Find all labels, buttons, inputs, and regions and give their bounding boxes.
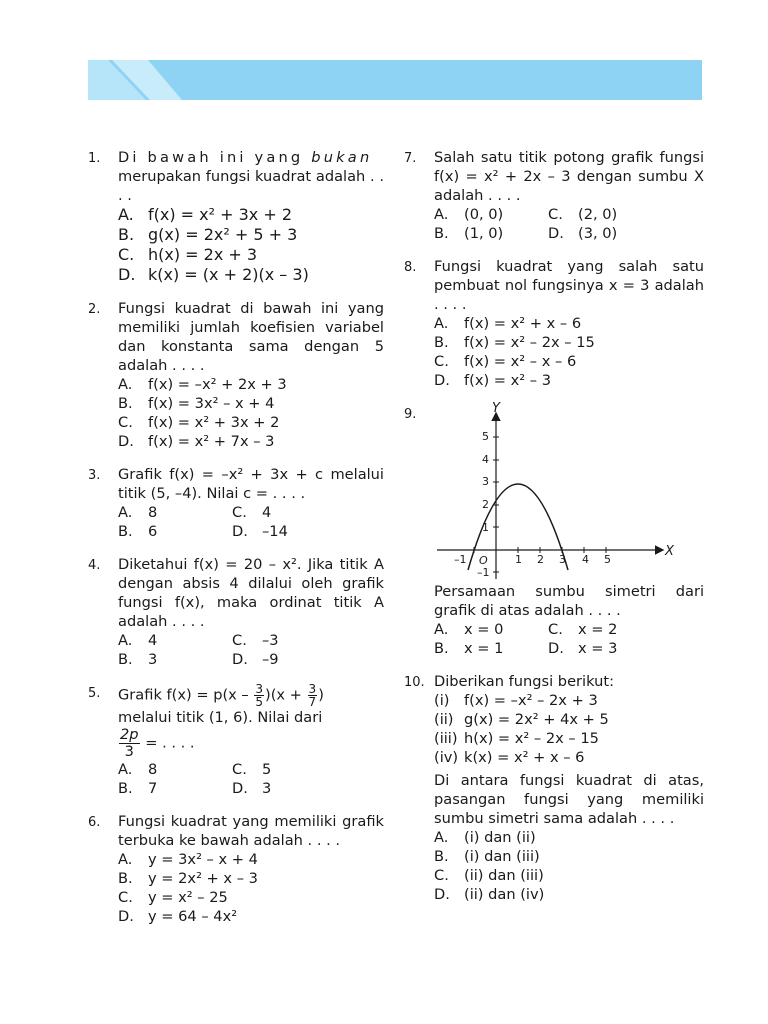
fraction: $\frac{2p}{3}$ (120, 726, 139, 760)
option-d[interactable]: D. f(x) = x² + 7x – 3 (118, 433, 275, 450)
option-b[interactable]: B. (1, 0) (434, 225, 504, 242)
option-d[interactable]: D. f(x) = x² – 3 (434, 372, 552, 389)
option-a[interactable]: A. 8 (118, 761, 158, 778)
y-tick-label: 3 (482, 475, 489, 488)
option-c[interactable]: C. 5 (232, 761, 272, 778)
question-stem: Di bawah ini yang bukan (118, 149, 373, 166)
option-c[interactable]: C. f(x) = x² + 3x + 2 (118, 414, 280, 431)
option-d[interactable]: D. –14 (232, 523, 288, 540)
question-number: 7. (404, 151, 417, 166)
question-stem-cont: Di antara fungsi kuadrat di atas, pasangan fungsi yang memiliki sumbu simetri sama adalah . . . . (434, 772, 704, 827)
option-a[interactable]: A. 4 (118, 632, 158, 649)
question-4 (88, 555, 384, 669)
option-a[interactable]: A. 8 (118, 504, 158, 521)
question-5 (88, 683, 384, 798)
option-a[interactable]: A. f(x) = x² + 3x + 2 (118, 205, 293, 224)
question-stem: Grafik f(x) = p(x – $\frac{3}{5}$ )(x + $\frac{3}{7}$ ) (118, 682, 324, 709)
parabola-graph (432, 401, 674, 582)
question-number: 10. (404, 675, 425, 690)
question-2 (88, 299, 384, 451)
question-stem: Persamaan sumbu simetri dari grafik di atas adalah . . . . (434, 583, 704, 619)
option-c[interactable]: C. x = 2 (548, 621, 618, 638)
y-axis-label: Y (492, 401, 500, 416)
option-a[interactable]: A. f(x) = –x² + 2x + 3 (118, 376, 287, 393)
y-tick-label: –1 (477, 566, 490, 579)
question-number: 9. (404, 407, 417, 422)
y-tick-label: 2 (482, 498, 489, 511)
function-item: (i) f(x) = –x² – 2x + 3 (434, 692, 598, 709)
header-banner (88, 60, 702, 100)
question-stem: Fungsi kuadrat yang salah satu pembuat nol fungsinya x = 3 adalah . . . . (434, 258, 704, 313)
option-b[interactable]: B. f(x) = x² – 2x – 15 (434, 334, 595, 351)
option-c[interactable]: C. h(x) = 2x + 3 (118, 245, 258, 264)
question-8 (404, 257, 704, 390)
x-tick-label: 1 (515, 553, 522, 566)
option-a[interactable]: A. (0, 0) (434, 206, 504, 223)
y-tick-label: 1 (482, 521, 489, 534)
x-tick-label: 5 (604, 553, 611, 566)
question-stem: Diberikan fungsi berikut: (434, 673, 614, 690)
fraction: $\frac{3}{5}$ (255, 682, 264, 709)
y-tick-label: 4 (482, 453, 489, 466)
option-b[interactable]: B. 3 (118, 651, 158, 668)
function-item: (ii) g(x) = 2x² + 4x + 5 (434, 711, 609, 728)
question-stem: Fungsi kuadrat yang memiliki grafik terbuka ke bawah adalah . . . . (118, 813, 384, 849)
option-d[interactable]: D. (3, 0) (548, 225, 618, 242)
option-c[interactable]: C. f(x) = x² – x – 6 (434, 353, 577, 370)
option-d[interactable]: D. y = 64 – 4x² (118, 908, 238, 925)
question-number: 5. (88, 686, 101, 701)
option-d[interactable]: D. 3 (232, 780, 272, 797)
option-d[interactable]: D. (ii) dan (iv) (434, 886, 545, 903)
function-item: (iv) k(x) = x² + x – 6 (434, 749, 585, 766)
option-b[interactable]: B. f(x) = 3x² – x + 4 (118, 395, 275, 412)
question-3 (88, 465, 384, 541)
origin-label: O (479, 554, 488, 567)
fraction: $\frac{3}{7}$ (308, 682, 317, 709)
option-b[interactable]: B. 7 (118, 780, 158, 797)
question-stem-expr: $\frac{2p}{3}$ = . . . . (120, 726, 195, 760)
option-b[interactable]: B. 6 (118, 523, 158, 540)
question-stem-cont: melalui titik (1, 6). Nilai dari (118, 709, 323, 726)
question-number: 6. (88, 815, 101, 830)
question-stem-cont: merupakan fungsi kuadrat adalah . . . . (118, 168, 384, 204)
question-stem: Grafik f(x) = –x² + 3x + c melalui titik (5, –4). Nilai c = . . . . (118, 466, 384, 502)
question-stem: Fungsi kuadrat di bawah ini yang memiliki jumlah koefisien variabel dan konstanta sama dengan 5 adalah . . . . (118, 300, 384, 374)
option-a[interactable]: A. f(x) = x² + x – 6 (434, 315, 582, 332)
option-d[interactable]: D. x = 3 (548, 640, 618, 657)
option-c[interactable]: C. (2, 0) (548, 206, 618, 223)
option-a[interactable]: A. x = 0 (434, 621, 504, 638)
x-tick-label: –1 (454, 553, 467, 566)
x-tick-labels (454, 553, 611, 566)
option-b[interactable]: B. x = 1 (434, 640, 504, 657)
question-number: 4. (88, 558, 101, 573)
option-c[interactable]: C. 4 (232, 504, 272, 521)
left-column (88, 148, 384, 940)
option-a[interactable]: A. (i) dan (ii) (434, 829, 536, 846)
y-tick-label: 5 (482, 430, 489, 443)
question-stem: Salah satu titik potong grafik fungsi f(x) = x² + 2x – 3 dengan sumbu X adalah . . . . (434, 149, 704, 204)
option-d[interactable]: D. k(x) = (x + 2)(x – 3) (118, 265, 309, 284)
question-number: 2. (88, 302, 101, 317)
option-a[interactable]: A. y = 3x² – x + 4 (118, 851, 258, 868)
option-b[interactable]: B. (i) dan (iii) (434, 848, 540, 865)
question-7 (404, 148, 704, 243)
question-number: 8. (404, 260, 417, 275)
option-d[interactable]: D. –9 (232, 651, 279, 668)
question-6 (88, 812, 384, 926)
question-number: 1. (88, 151, 101, 166)
option-b[interactable]: B. g(x) = 2x² + 5 + 3 (118, 225, 298, 244)
right-column (404, 148, 704, 918)
x-tick-label: 3 (559, 553, 566, 566)
question-number: 3. (88, 468, 101, 483)
function-item: (iii) h(x) = x² – 2x – 15 (434, 730, 599, 747)
option-b[interactable]: B. y = 2x² + x – 3 (118, 870, 258, 887)
question-1 (88, 148, 384, 285)
question-stem: Diketahui f(x) = 20 – x². Jika titik A dengan absis 4 dilalui oleh grafik fungsi f(x), maka ordinat titik A adalah . . . . (118, 556, 384, 630)
x-tick-label: 2 (537, 553, 544, 566)
x-tick-label: 4 (582, 553, 589, 566)
x-axis-label: X (665, 544, 674, 559)
option-c[interactable]: C. –3 (232, 632, 279, 649)
question-9 (404, 401, 704, 658)
banner-decoration (88, 60, 702, 100)
option-c[interactable]: C. (ii) dan (iii) (434, 867, 544, 884)
option-c[interactable]: C. y = x² – 25 (118, 889, 228, 906)
question-10 (404, 672, 704, 904)
